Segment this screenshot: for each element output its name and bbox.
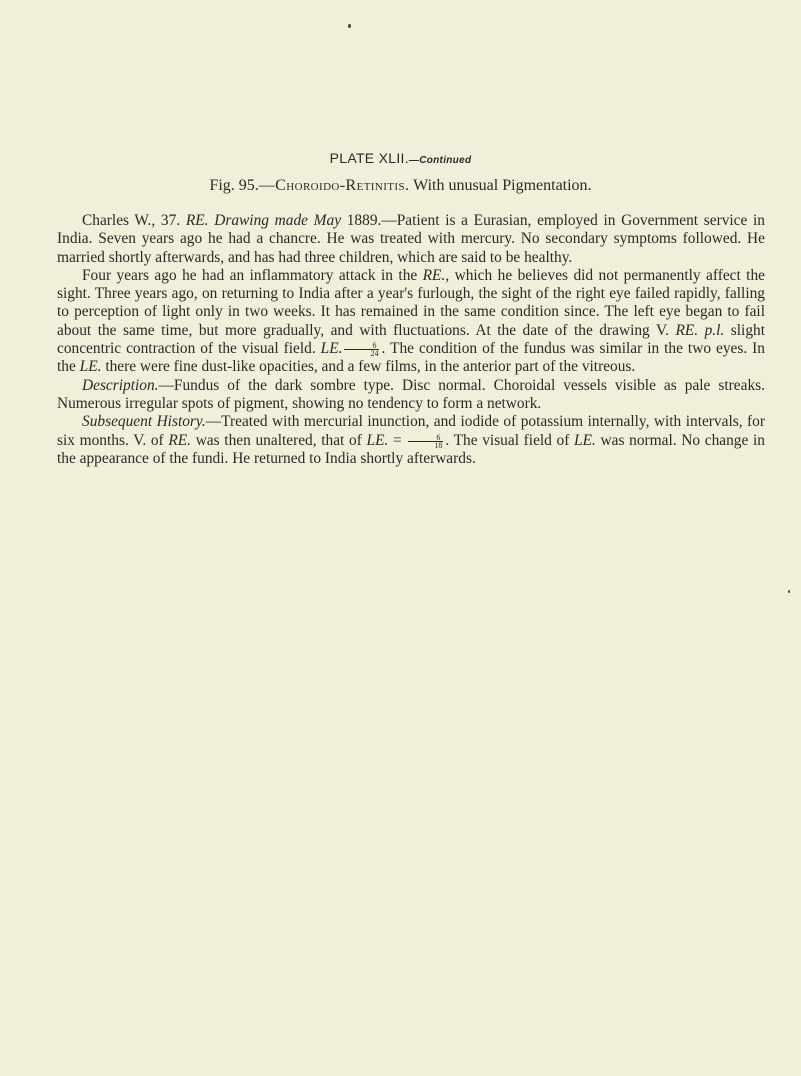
figure-label: Fig. 95. — [209, 177, 259, 194]
paragraph-history — [57, 212, 765, 267]
figure-title — [0, 176, 801, 196]
description-label: Description. — [82, 376, 159, 394]
subsequent-text-4: was normal. No change in the appearance of the fundi. He returned to India shortly afterwards. — [57, 431, 765, 467]
eye-abbrev: LE. — [574, 431, 596, 449]
paragraph-onset — [57, 267, 765, 377]
plate-number: PLATE XLII. — [329, 150, 409, 166]
onset-text-5: there were fine dust-like opacities, and a few films, in the anterior part of the vitreous. — [101, 358, 636, 376]
subsequent-text-3: . The visual field of — [445, 431, 575, 449]
history-text: 1889.—Patient is a Eurasian, employed in Government service in India. Seven years ago he had a chancre. He was treated with mercury. No secondary symptoms followed. He married shortly afterwards, and has had three children, which are said to be healthy. — [57, 212, 765, 266]
fraction-numerator: 6 — [408, 434, 443, 442]
fraction-denominator: 18 — [434, 440, 443, 450]
subsequent-label: Subsequent History. — [82, 413, 206, 431]
fraction-numerator: 6 — [344, 342, 379, 350]
eye-abbrev: LE. — [320, 340, 343, 358]
eye-abbrev: RE. p.l. — [675, 321, 725, 339]
eye-abbrev: LE. — [366, 431, 389, 449]
visual-acuity-fraction — [344, 342, 379, 357]
onset-text-4: . The condition of the fundus was similar in the two eyes. In the — [57, 340, 765, 376]
paragraph-description — [57, 377, 765, 414]
description-text: —Fundus of the dark sombre type. Disc normal. Choroidal vessels visible as pale streaks. Numerous irregular spots of pigment, showing no tendency to form a network. — [57, 376, 765, 412]
drawing-date-label: RE. Drawing made May — [185, 212, 342, 229]
onset-text-2: , which he believes did not permanently affect the sight. Three years ago, on returning to India after a year's furlough, the sight of the right eye failed rapidly, falling to perception of light only in two weeks. It has remained in the same condition since. The left eye began to fail about the same time, but more gradually, and with fluctuations. At the date of the drawing V. — [57, 266, 765, 339]
paper-speck — [348, 24, 351, 28]
figure-diagnosis: —Choroido-Retinitis. — [258, 177, 410, 194]
continued-label: —Continued — [408, 155, 472, 166]
case-report — [57, 208, 765, 468]
subsequent-text-2: was then unaltered, that of — [191, 431, 367, 449]
visual-acuity-fraction — [408, 434, 443, 449]
eye-abbrev: RE. — [168, 431, 192, 449]
subsequent-text-1: —Treated with mercurial inunction, and iodide of potassium internally, with intervals, for six months. V. of — [57, 413, 765, 449]
figure-subtitle: With unusual Pigmentation. — [409, 177, 592, 194]
onset-text-1: Four years ago he had an inflammatory attack in the — [82, 266, 423, 284]
plate-heading — [0, 150, 801, 166]
paragraph-subsequent — [57, 413, 765, 468]
onset-text-3: slight concentric contraction of the visual field. — [57, 321, 765, 358]
eye-abbrev: RE. — [422, 266, 446, 284]
equals-sign: = — [388, 431, 407, 449]
patient-intro: Charles W., 37. — [82, 212, 186, 229]
eye-abbrev: LE. — [79, 358, 102, 376]
paper-speck — [788, 590, 790, 593]
fraction-denominator: 24 — [370, 349, 379, 359]
